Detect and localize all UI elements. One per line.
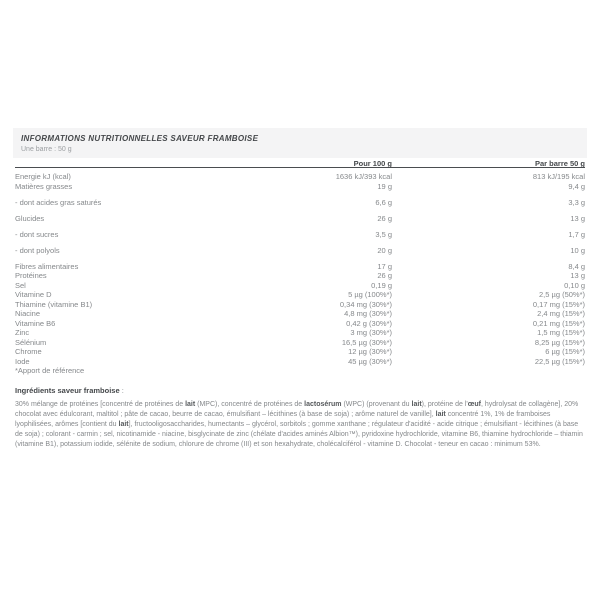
value-per-100g: 19 g xyxy=(377,181,392,191)
value-per-bar: 813 kJ/195 kcal xyxy=(532,172,585,181)
column-header-per-bar: Par barre 50 g xyxy=(534,159,585,168)
ingredient-allergen: lactosérum xyxy=(304,401,342,408)
row-label: - dont acides gras saturés xyxy=(15,197,102,207)
value-per-bar: 1,5 mg (15%*) xyxy=(537,328,585,337)
nutrition-table-body xyxy=(15,168,585,366)
row-label: Chrome xyxy=(15,347,42,356)
ingredient-text-segment: 30% mélange de protéines [concentré de protéines de xyxy=(15,401,186,408)
table-row xyxy=(15,246,585,256)
value-per-100g: 0,34 mg (30%*) xyxy=(339,299,392,309)
reference-intake-footnote: *Apport de référence xyxy=(15,366,85,375)
value-per-100g: 20 g xyxy=(377,245,392,255)
column-header-nutrient xyxy=(15,159,205,168)
table-row xyxy=(15,338,585,348)
row-label: Niacine xyxy=(15,309,41,318)
ingredient-text-segment: (MPC), concentré de protéines de xyxy=(195,401,305,408)
value-per-bar: 3,3 g xyxy=(568,197,585,207)
value-per-bar: 13 g xyxy=(570,213,585,223)
value-per-bar: 0,10 g xyxy=(564,280,585,290)
value-per-100g: 45 µg (30%*) xyxy=(348,356,392,366)
ingredient-allergen: œuf xyxy=(467,401,481,408)
table-row xyxy=(15,230,585,240)
value-per-100g: 26 g xyxy=(377,271,392,280)
ingredient-text-segment: ], fructooligosaccharides, humectants – glycérol, sorbitols ; gomme xanthane ; régulateur d'acidité - acide citrique ; émulsifiant - lécithines (à base de soja) ; colorant - carmin ; sel, nicotinamide - niacine, bisglycinate de zinc (chélate d'acides aminés Albion™), pyridoxine hydrochloride, vitamine B6, thiamine hydrochloride – thiamin (vitamine B1), potassium iodide, sélénite de sodium, chlorure de chrome (III) et son hexahydrate, cholécalciférol - vitamine D. Chocolat - teneur en cacao : minimum 53%. xyxy=(15,421,583,448)
value-per-bar: 22,5 µg (15%*) xyxy=(534,356,585,366)
table-row xyxy=(15,300,585,310)
table-row xyxy=(15,281,585,291)
ingredient-text-segment: ), protéine de l' xyxy=(421,401,468,408)
value-per-100g: 3,5 g xyxy=(375,229,392,239)
ingredients-heading xyxy=(15,386,585,395)
value-per-100g: 16,5 µg (30%*) xyxy=(341,337,392,347)
row-label: Zinc xyxy=(15,328,30,337)
ingredients-heading-colon: : xyxy=(119,386,124,395)
table-row xyxy=(15,309,585,319)
row-label: - dont polyols xyxy=(15,245,60,255)
table-row xyxy=(15,271,585,281)
table-row xyxy=(15,319,585,329)
table-row xyxy=(15,290,585,300)
ingredients-heading-label: Ingrédients saveur framboise xyxy=(15,386,120,395)
value-per-100g: 3 mg (30%*) xyxy=(350,328,392,337)
row-label: Sélénium xyxy=(15,337,47,347)
value-per-100g: 4,8 mg (30%*) xyxy=(344,309,392,318)
table-header-row xyxy=(15,159,585,168)
value-per-bar: 10 g xyxy=(570,245,585,255)
row-label: Vitamine D xyxy=(15,290,52,299)
table-row xyxy=(15,328,585,338)
row-label: - dont sucres xyxy=(15,229,59,239)
nutrition-header-band xyxy=(13,128,587,158)
table-row xyxy=(15,357,585,367)
ingredients-section xyxy=(15,386,585,450)
value-per-100g: 12 µg (30%*) xyxy=(348,347,392,356)
value-per-100g: 6,6 g xyxy=(375,197,392,207)
ingredient-allergen: lait xyxy=(118,421,129,428)
value-per-100g: 1636 kJ/393 kcal xyxy=(335,172,392,181)
row-label: Iode xyxy=(15,356,30,366)
row-label: Matières grasses xyxy=(15,181,73,191)
table-row xyxy=(15,347,585,357)
value-per-100g: 0,42 g (30%*) xyxy=(346,318,392,328)
ingredients-text xyxy=(15,400,585,450)
value-per-100g: 5 µg (100%*) xyxy=(348,290,392,299)
table-row xyxy=(15,198,585,208)
table-row xyxy=(15,262,585,272)
table-row xyxy=(15,182,585,192)
row-label: Energie kJ (kcal) xyxy=(15,172,71,181)
value-per-bar: 0,21 mg (15%*) xyxy=(532,318,585,328)
table-row xyxy=(15,214,585,224)
row-label: Sel xyxy=(15,280,26,290)
ingredient-text-segment: concentré 1%, 1% de framboises lyophilisées, arômes [contient du xyxy=(15,411,551,428)
value-per-bar: 9,4 g xyxy=(568,181,585,191)
serving-size-subtitle: Une barre : 50 g xyxy=(21,146,72,153)
row-label: Glucides xyxy=(15,213,45,223)
value-per-100g: 17 g xyxy=(377,261,392,271)
value-per-bar: 2,5 µg (50%*) xyxy=(538,290,585,299)
column-header-per-100g: Pour 100 g xyxy=(353,159,392,168)
ingredient-allergen: lait xyxy=(435,411,446,418)
row-label: Protéines xyxy=(15,271,47,280)
nutrition-table xyxy=(15,159,585,376)
value-per-bar: 0,17 mg (15%*) xyxy=(532,299,585,309)
ingredient-text-segment: (WPC) (provenant du xyxy=(341,401,412,408)
ingredient-allergen: lait xyxy=(185,401,196,408)
ingredient-text-segment: , hydrolysat de collagène], 20% chocolat avec édulcorant, maltitol ; pâte de cacao, beurre de cacao, émulsifiant – lécithines (à base de soja) ; arôme naturel de vanille], xyxy=(15,401,579,418)
row-label: Fibres alimentaires xyxy=(15,261,79,271)
ingredient-allergen: lait xyxy=(411,401,422,408)
value-per-bar: 1,7 g xyxy=(568,229,585,239)
value-per-bar: 8,4 g xyxy=(568,261,585,271)
row-label: Thiamine (vitamine B1) xyxy=(15,299,93,309)
value-per-bar: 2,4 mg (15%*) xyxy=(537,309,585,318)
row-label: Vitamine B6 xyxy=(15,318,56,328)
table-row xyxy=(15,172,585,182)
value-per-bar: 13 g xyxy=(570,271,585,280)
nutrition-title: INFORMATIONS NUTRITIONNELLES SAVEUR FRAMBOISE xyxy=(21,134,259,143)
value-per-bar: 6 µg (15%*) xyxy=(545,347,585,356)
value-per-bar: 8,25 µg (15%*) xyxy=(534,337,585,347)
value-per-100g: 0,19 g xyxy=(371,280,392,290)
value-per-100g: 26 g xyxy=(377,213,392,223)
